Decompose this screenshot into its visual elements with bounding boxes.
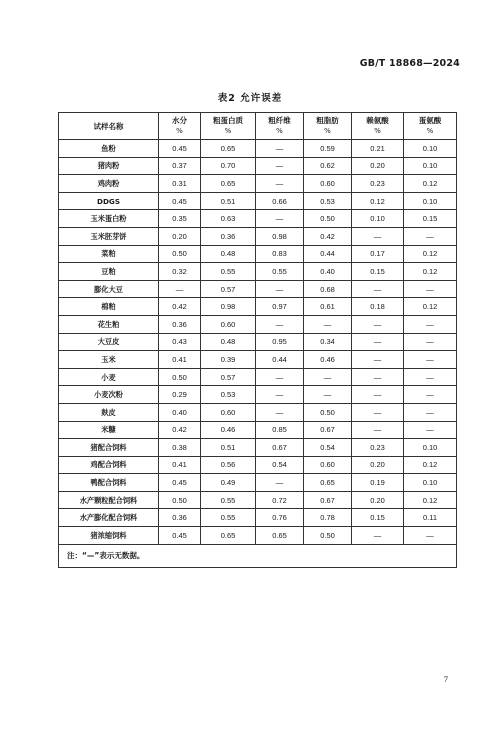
sample-name-cell: DDGS xyxy=(59,192,159,210)
value-cell: 0.10 xyxy=(404,439,457,457)
value-cell: — xyxy=(352,227,404,245)
value-cell: — xyxy=(256,368,304,386)
column-header xyxy=(352,113,404,140)
value-cell: 0.60 xyxy=(304,456,352,474)
value-cell: 0.23 xyxy=(352,439,404,457)
value-cell: — xyxy=(404,527,457,545)
sample-name-cell: 鸡配合饲料 xyxy=(59,456,159,474)
value-cell: 0.12 xyxy=(404,298,457,316)
value-cell: 0.15 xyxy=(404,210,457,228)
value-cell: 0.10 xyxy=(404,157,457,175)
sample-name-cell: 小麦次粉 xyxy=(59,386,159,404)
value-cell: 0.65 xyxy=(201,175,256,193)
value-cell: 0.12 xyxy=(352,192,404,210)
value-cell: — xyxy=(352,351,404,369)
value-cell: 0.37 xyxy=(159,157,201,175)
value-cell: 0.12 xyxy=(404,175,457,193)
value-cell: — xyxy=(256,474,304,492)
value-cell: 0.85 xyxy=(256,421,304,439)
value-cell: 0.65 xyxy=(256,527,304,545)
sample-name-cell: 水产颗粒配合饲料 xyxy=(59,491,159,509)
value-cell: — xyxy=(404,368,457,386)
value-cell: — xyxy=(352,315,404,333)
value-cell: 0.36 xyxy=(159,315,201,333)
value-cell: — xyxy=(256,280,304,298)
value-cell: 0.20 xyxy=(352,157,404,175)
value-cell: — xyxy=(404,403,457,421)
value-cell: 0.51 xyxy=(201,192,256,210)
value-cell: 0.36 xyxy=(201,227,256,245)
sample-name-cell: 花生粕 xyxy=(59,315,159,333)
tolerance-table-container xyxy=(58,112,456,568)
value-cell: 0.10 xyxy=(352,210,404,228)
value-cell: 0.41 xyxy=(159,456,201,474)
value-cell: 0.54 xyxy=(256,456,304,474)
standard-code: GB/T 18868—2024 xyxy=(359,58,460,69)
sample-name-cell: 猪肉粉 xyxy=(59,157,159,175)
value-cell: 0.50 xyxy=(159,245,201,263)
value-cell: 0.10 xyxy=(404,140,457,158)
table-row xyxy=(59,509,457,527)
value-cell: 0.20 xyxy=(352,491,404,509)
value-cell: 0.53 xyxy=(201,386,256,404)
value-cell: 0.42 xyxy=(159,298,201,316)
sample-name-cell: 玉米蛋白粉 xyxy=(59,210,159,228)
column-header-label: 粗蛋白质 xyxy=(213,116,243,125)
table-row xyxy=(59,421,457,439)
value-cell: 0.12 xyxy=(404,245,457,263)
value-cell: — xyxy=(256,140,304,158)
value-cell: 0.48 xyxy=(201,245,256,263)
value-cell: — xyxy=(404,280,457,298)
value-cell: — xyxy=(256,386,304,404)
sample-name-cell: 水产膨化配合饲料 xyxy=(59,509,159,527)
column-header-label: 粗脂肪 xyxy=(316,116,339,125)
sample-name-cell: 猪浓缩饲料 xyxy=(59,527,159,545)
table-row xyxy=(59,227,457,245)
value-cell: 0.50 xyxy=(304,527,352,545)
value-cell: 0.20 xyxy=(159,227,201,245)
value-cell: 0.60 xyxy=(201,315,256,333)
table-row xyxy=(59,192,457,210)
value-cell: 0.57 xyxy=(201,368,256,386)
value-cell: — xyxy=(304,386,352,404)
table-row xyxy=(59,263,457,281)
column-header xyxy=(201,113,256,140)
value-cell: 0.70 xyxy=(201,157,256,175)
table-row xyxy=(59,386,457,404)
value-cell: — xyxy=(256,210,304,228)
sample-name-cell: 玉米胚芽饼 xyxy=(59,227,159,245)
value-cell: — xyxy=(352,421,404,439)
value-cell: 0.23 xyxy=(352,175,404,193)
sample-name-cell: 膨化大豆 xyxy=(59,280,159,298)
value-cell: 0.60 xyxy=(201,403,256,421)
column-header-label: 蛋氨酸 xyxy=(418,116,442,125)
value-cell: 0.46 xyxy=(304,351,352,369)
value-cell: 0.41 xyxy=(159,351,201,369)
value-cell: — xyxy=(256,403,304,421)
column-header-unit: % xyxy=(426,127,434,135)
value-cell: 0.53 xyxy=(304,192,352,210)
value-cell: 0.43 xyxy=(159,333,201,351)
value-cell: 0.36 xyxy=(159,509,201,527)
value-cell: 0.55 xyxy=(201,491,256,509)
value-cell: — xyxy=(256,175,304,193)
value-cell: 0.12 xyxy=(404,263,457,281)
value-cell: 0.31 xyxy=(159,175,201,193)
column-header xyxy=(404,113,457,140)
value-cell: 0.38 xyxy=(159,439,201,457)
value-cell: 0.12 xyxy=(404,491,457,509)
value-cell: 0.15 xyxy=(352,263,404,281)
value-cell: 0.55 xyxy=(256,263,304,281)
column-header-unit: % xyxy=(324,127,331,135)
table-title: 表2 允许误差 xyxy=(217,93,283,104)
value-cell: 0.76 xyxy=(256,509,304,527)
value-cell: 0.65 xyxy=(304,474,352,492)
column-header-label: 赖氨酸 xyxy=(366,116,389,125)
value-cell: 0.95 xyxy=(256,333,304,351)
table-header-row xyxy=(59,113,457,140)
sample-name-cell: 鸡肉粉 xyxy=(59,175,159,193)
value-cell: — xyxy=(352,403,404,421)
table-row xyxy=(59,439,457,457)
page-number: 7 xyxy=(443,674,448,684)
value-cell: 0.15 xyxy=(352,509,404,527)
tolerance-table xyxy=(58,112,457,568)
value-cell: 0.10 xyxy=(404,474,457,492)
value-cell: 0.32 xyxy=(159,263,201,281)
table-row xyxy=(59,491,457,509)
value-cell: 0.56 xyxy=(201,456,256,474)
value-cell: 0.63 xyxy=(201,210,256,228)
value-cell: 0.10 xyxy=(404,192,457,210)
value-cell: 0.44 xyxy=(304,245,352,263)
table-row xyxy=(59,403,457,421)
table-row xyxy=(59,456,457,474)
value-cell: 0.46 xyxy=(201,421,256,439)
value-cell: — xyxy=(256,157,304,175)
value-cell: — xyxy=(352,386,404,404)
table-row xyxy=(59,280,457,298)
value-cell: 0.78 xyxy=(304,509,352,527)
value-cell: 0.57 xyxy=(201,280,256,298)
value-cell: 0.98 xyxy=(201,298,256,316)
value-cell: 0.34 xyxy=(304,333,352,351)
sample-name-cell: 米糠 xyxy=(59,421,159,439)
value-cell: — xyxy=(304,368,352,386)
value-cell: 0.45 xyxy=(159,140,201,158)
table-row xyxy=(59,351,457,369)
value-cell: 0.42 xyxy=(304,227,352,245)
value-cell: 0.40 xyxy=(159,403,201,421)
value-cell: 0.54 xyxy=(304,439,352,457)
table-note: 注：“—”表示无数据。 xyxy=(59,544,457,567)
value-cell: 0.59 xyxy=(304,140,352,158)
value-cell: 0.67 xyxy=(256,439,304,457)
value-cell: — xyxy=(304,315,352,333)
value-cell: 0.20 xyxy=(352,456,404,474)
sample-name-cell: 棉粕 xyxy=(59,298,159,316)
sample-name-cell: 玉米 xyxy=(59,351,159,369)
value-cell: 0.19 xyxy=(352,474,404,492)
value-cell: — xyxy=(159,280,201,298)
column-header xyxy=(59,113,159,140)
value-cell: 0.62 xyxy=(304,157,352,175)
value-cell: 0.45 xyxy=(159,474,201,492)
value-cell: — xyxy=(404,386,457,404)
value-cell: 0.55 xyxy=(201,263,256,281)
value-cell: 0.67 xyxy=(304,421,352,439)
table-body xyxy=(59,140,457,545)
sample-name-cell: 鱼粉 xyxy=(59,140,159,158)
value-cell: — xyxy=(352,368,404,386)
value-cell: 0.39 xyxy=(201,351,256,369)
value-cell: 0.55 xyxy=(201,509,256,527)
value-cell: — xyxy=(256,315,304,333)
value-cell: 0.48 xyxy=(201,333,256,351)
sample-name-cell: 麸皮 xyxy=(59,403,159,421)
value-cell: 0.72 xyxy=(256,491,304,509)
table-row xyxy=(59,333,457,351)
table-row xyxy=(59,210,457,228)
sample-name-cell: 小麦 xyxy=(59,368,159,386)
table-row xyxy=(59,298,457,316)
table-row xyxy=(59,157,457,175)
value-cell: 0.11 xyxy=(404,509,457,527)
column-header xyxy=(304,113,352,140)
sample-name-cell: 豆粕 xyxy=(59,263,159,281)
column-header-unit: % xyxy=(224,127,232,135)
column-header-label: 水分 xyxy=(172,116,187,125)
column-header xyxy=(256,113,304,140)
value-cell: 0.45 xyxy=(159,192,201,210)
value-cell: 0.50 xyxy=(304,210,352,228)
table-row xyxy=(59,368,457,386)
sample-name-cell: 猪配合饲料 xyxy=(59,439,159,457)
value-cell: — xyxy=(352,280,404,298)
value-cell: 0.18 xyxy=(352,298,404,316)
value-cell: 0.50 xyxy=(159,491,201,509)
value-cell: 0.65 xyxy=(201,527,256,545)
value-cell: 0.40 xyxy=(304,263,352,281)
value-cell: 0.50 xyxy=(159,368,201,386)
value-cell: 0.29 xyxy=(159,386,201,404)
value-cell: 0.21 xyxy=(352,140,404,158)
value-cell: — xyxy=(404,333,457,351)
value-cell: 0.35 xyxy=(159,210,201,228)
value-cell: 0.61 xyxy=(304,298,352,316)
table-row xyxy=(59,175,457,193)
value-cell: 0.65 xyxy=(201,140,256,158)
table-row xyxy=(59,315,457,333)
value-cell: — xyxy=(404,315,457,333)
table-note-row xyxy=(59,544,457,567)
sample-name-cell: 菜粕 xyxy=(59,245,159,263)
value-cell: 0.44 xyxy=(256,351,304,369)
column-header-unit: % xyxy=(374,127,381,135)
value-cell: 0.51 xyxy=(201,439,256,457)
value-cell: 0.42 xyxy=(159,421,201,439)
value-cell: — xyxy=(352,333,404,351)
table-row xyxy=(59,527,457,545)
column-header-label: 粗纤维 xyxy=(268,116,291,125)
value-cell: — xyxy=(404,421,457,439)
value-cell: 0.67 xyxy=(304,491,352,509)
value-cell: 0.49 xyxy=(201,474,256,492)
value-cell: 0.68 xyxy=(304,280,352,298)
value-cell: 0.98 xyxy=(256,227,304,245)
value-cell: 0.50 xyxy=(304,403,352,421)
column-header-label: 试样名称 xyxy=(93,121,124,131)
value-cell: — xyxy=(404,227,457,245)
sample-name-cell: 鸭配合饲料 xyxy=(59,474,159,492)
value-cell: 0.12 xyxy=(404,456,457,474)
value-cell: — xyxy=(352,527,404,545)
table-row xyxy=(59,245,457,263)
column-header xyxy=(159,113,201,140)
value-cell: 0.60 xyxy=(304,175,352,193)
column-header-unit: % xyxy=(176,127,183,135)
table-row xyxy=(59,140,457,158)
column-header-unit: % xyxy=(276,127,283,135)
value-cell: 0.83 xyxy=(256,245,304,263)
table-row xyxy=(59,474,457,492)
value-cell: 0.45 xyxy=(159,527,201,545)
value-cell: 0.66 xyxy=(256,192,304,210)
value-cell: 0.97 xyxy=(256,298,304,316)
sample-name-cell: 大豆皮 xyxy=(59,333,159,351)
value-cell: 0.17 xyxy=(352,245,404,263)
value-cell: — xyxy=(404,351,457,369)
